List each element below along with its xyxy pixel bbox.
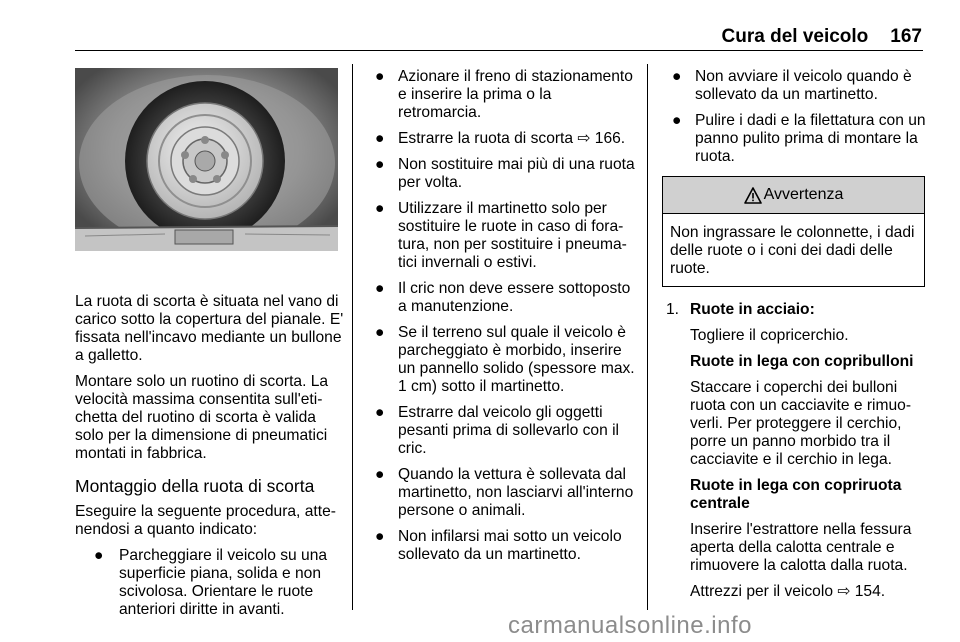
step-text: Staccare i coperchi dei bulloni ruota con un cacciavite e rimuoverli. Per proteggere il cerchio, porre un panno morbido tra il cacciavite e il cerchio in lega. [690,379,912,468]
bullet-icon: ● [672,68,682,85]
bullet-icon: ● [375,200,385,217]
list-item-text: Se il terreno sul quale il veicolo è parcheggiato è morbido, inserire un pannello solido (spessore max. 1 cm) sotto il martinetto. [398,324,635,395]
bullet-icon: ● [375,130,385,147]
list-item-text: Non avviare il veicolo quando è sollevato da un martinetto. [695,68,912,103]
list-item [368,324,636,396]
list-item-text: Estrarre la ruota di scorta ⇨ 166. [398,130,626,147]
step-title: Ruote in acciaio: [690,301,815,318]
list-item [665,68,927,104]
page-header [0,0,960,56]
bullet-icon: ● [375,466,385,483]
list-item-text: Il cric non deve essere sottoposto a manutenzione. [398,280,631,315]
bullet-icon: ● [375,280,385,297]
list-item [368,156,636,192]
list-item-text: Pulire i dadi e la filettatura con un panno pulito prima di montare la ruota. [695,112,926,165]
warning-title: Avvertenza [763,186,844,203]
list-item-text: Utilizzare il martinetto solo per sostituire le ruote in caso di foratura, non per sostituire i pneumatici invernali o estivi. [398,200,627,271]
list-item [368,280,636,316]
bullet-icon: ● [94,547,104,564]
watermark: carmanualsonline.info [508,612,752,639]
column-divider-1 [352,64,353,610]
list-item-text: Quando la vettura è sollevata dal martinetto, non lasciarvi all'interno persone o animali. [398,466,634,519]
section-heading: Montaggio della ruota di scorta [75,476,315,496]
step-subheading: Ruote in lega con copribulloni [690,353,914,370]
step-text: Attrezzi per il veicolo ⇨ 154. [690,583,886,600]
list-item-text: Parcheggiare il veicolo su una superficie piana, solida e non scivolosa. Orientare le ruote anteriori diritte in avanti. [119,547,328,618]
list-item-text: Azionare il freno di stazionamento e inserire la prima o la retromarcia. [398,68,633,121]
list-item [665,112,927,166]
list-item [368,130,636,148]
warning-title-bar [663,177,924,214]
list-item-text: Estrarre dal veicolo gli oggetti pesanti prima di sollevarlo con il cric. [398,404,620,457]
paragraph-mini-spare: Montare solo un ruotino di scorta. La velocità massima consentita sull'etichetta del ruotino di scorta è valida solo per la dimensione di pneumatici montati in fabbrica. [75,373,329,462]
bullet-icon: ● [375,404,385,421]
list-item [368,200,636,272]
warning-box [662,176,925,287]
list-item [75,547,345,619]
page-number: 167 [890,26,922,47]
step-list [665,301,927,601]
list-item [368,68,636,122]
step-number: 1. [666,301,680,318]
bullet-icon: ● [375,156,385,173]
bullet-icon: ● [672,112,682,129]
step-text: Togliere il copricerchio. [690,327,849,344]
list-item [368,466,636,520]
procedure-intro: Eseguire la seguente procedura, attenendosi a quanto indicato: [75,503,336,538]
step-subheading: Ruote in lega con copriruota centrale [690,477,902,512]
bullet-icon: ● [375,68,385,85]
column-3 [665,68,927,609]
bullet-list-col2 [368,68,636,564]
bullet-icon: ● [375,324,385,341]
header-rule [75,50,923,51]
list-item-text: Non infilarsi mai sotto un veicolo sollevato da un martinetto. [398,528,622,563]
bullet-icon: ● [375,528,385,545]
step-item [665,301,927,601]
column-2 [368,68,636,572]
bullet-list-col1 [75,547,345,619]
column-1 [75,293,345,627]
photo-caption: La ruota di scorta è situata nel vano di carico sotto la copertura del pianale. E' fissata nell'incavo mediante un bullone a galletto. [75,293,344,364]
spare-wheel-photo [75,68,338,251]
column-divider-2 [647,64,648,610]
warning-triangle-icon [744,187,762,204]
step-text: Inserire l'estrattore nella fessura aperta della calotta centrale e rimuovere la calotta dalla ruota. [690,521,912,574]
list-item [368,404,636,458]
bullet-list-col3 [665,68,927,166]
section-title: Cura del veicolo [721,26,869,47]
list-item-text: Non sostituire mai più di una ruota per volta. [398,156,635,191]
header-text [722,26,922,48]
warning-body: Non ingrassare le colonnette, i dadi delle ruote o i coni dei dadi delle ruote. [670,224,915,277]
list-item [368,528,636,564]
